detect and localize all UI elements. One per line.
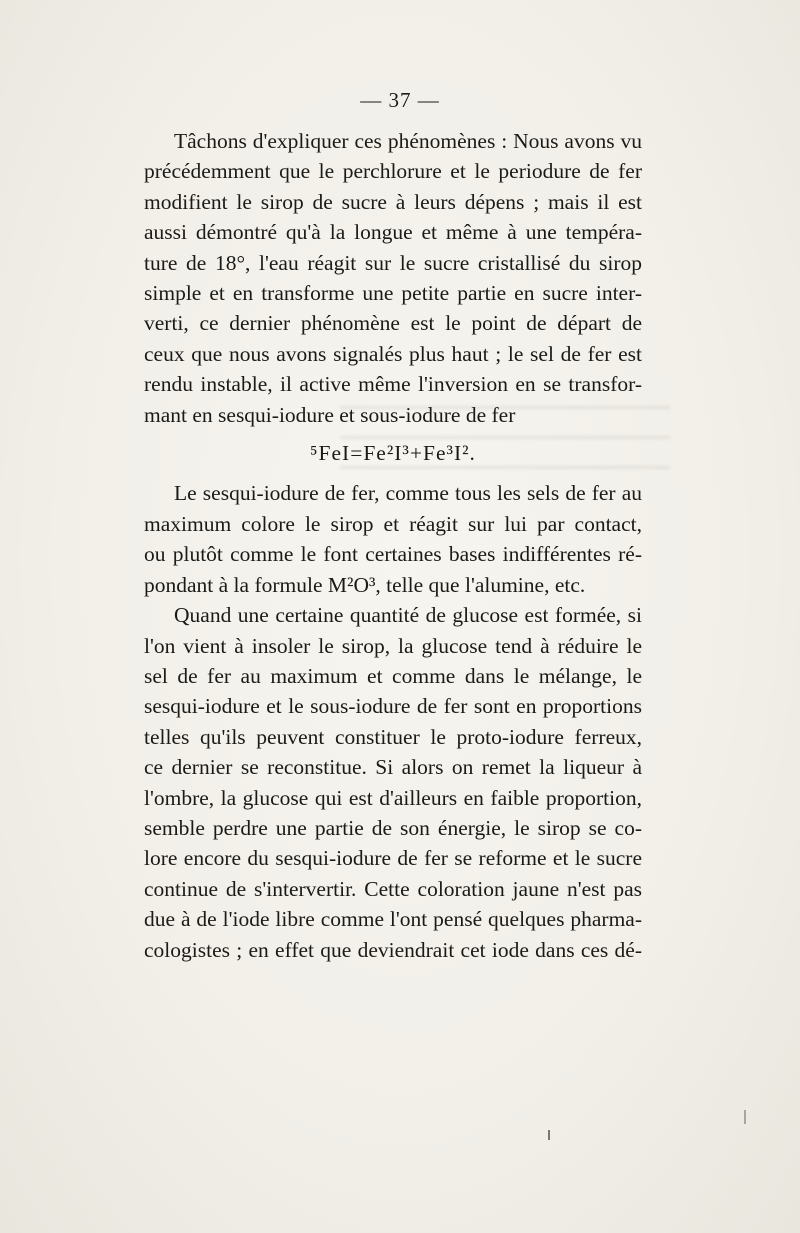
text-line: aussi démontré qu'à la longue et même à une tempéra-	[144, 220, 642, 245]
text-line: due à de l'iode libre comme l'ont pensé quelques pharma-	[144, 907, 642, 932]
paragraph-1	[144, 126, 642, 430]
page-number: — 37 —	[360, 88, 440, 112]
text-line: semble perdre une partie de son énergie, le sirop se co-	[144, 815, 642, 840]
text-line: ce dernier se reconstitue. Si alors on remet la liqueur à	[144, 755, 642, 780]
text-line: verti, ce dernier phénomène est le point de départ de	[144, 311, 642, 336]
paper-speck	[744, 1110, 746, 1124]
text-line: continue de s'intervertir. Cette coloration jaune n'est pas	[144, 876, 642, 901]
text-line: l'on vient à insoler le sirop, la glucose tend à réduire le	[144, 633, 642, 658]
body-text	[144, 126, 642, 965]
text-line: précédemment que le perchlorure et le periodure de fer	[144, 159, 642, 184]
text-line: pondant à la formule M²O³, telle que l'alumine, etc.	[144, 572, 586, 597]
paragraph-2	[144, 478, 642, 600]
text-line: Quand une certaine quantité de glucose est formée, si	[174, 603, 642, 628]
text-line: cologistes ; en effet que deviendrait cet iode dans ces dé-	[144, 937, 642, 962]
text-line: sesqui-iodure et le sous-iodure de fer sont en proportions	[144, 694, 642, 719]
text-line: sel de fer au maximum et comme dans le mélange, le	[144, 663, 642, 688]
text-line: rendu instable, il active même l'inversion en se transfor-	[144, 372, 642, 397]
text-line: modifient le sirop de sucre à leurs dépens ; mais il est	[144, 189, 642, 214]
paper-speck	[548, 1130, 550, 1140]
text-line: telles qu'ils peuvent constituer le proto-iodure ferreux,	[144, 724, 642, 749]
text-line: l'ombre, la glucose qui est d'ailleurs en faible proportion,	[144, 785, 642, 810]
text-line: ou plutôt comme le font certaines bases indifférentes ré-	[144, 542, 642, 567]
paragraph-3	[144, 600, 642, 965]
text-line: maximum colore le sirop et réagit sur lui par contact,	[144, 511, 642, 536]
text-line: mant en sesqui-iodure et sous-iodure de fer	[144, 402, 516, 427]
text-line: lore encore du sesqui-iodure de fer se reforme et le sucre	[144, 846, 642, 871]
chemical-formula: ⁵FeI=Fe²I³+Fe³I².	[310, 441, 476, 466]
text-line: Tâchons d'expliquer ces phénomènes : Nous avons vu	[174, 129, 642, 153]
text-line: ceux que nous avons signalés plus haut ; le sel de fer est	[144, 341, 642, 366]
text-line: ture de 18°, l'eau réagit sur le sucre cristallisé du sirop	[144, 250, 642, 275]
text-line: simple et en transforme une petite partie en sucre inter-	[144, 281, 642, 306]
text-line: Le sesqui-iodure de fer, comme tous les sels de fer au	[174, 481, 642, 506]
